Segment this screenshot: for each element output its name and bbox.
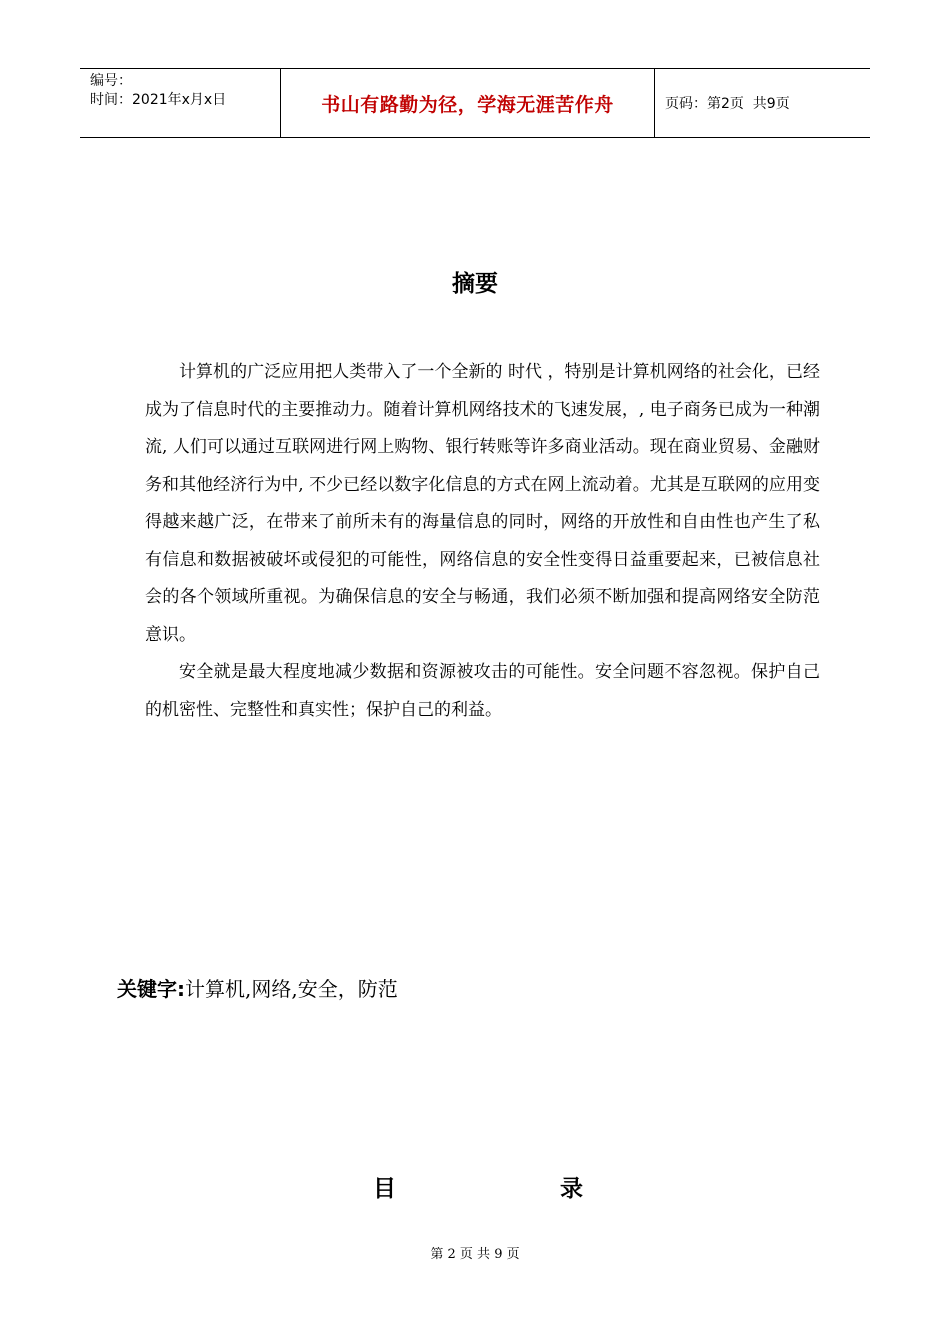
document-number-label: 编号：	[90, 73, 132, 89]
toc-title	[373, 1170, 583, 1208]
abstract-paragraph: 安全就是最大程度地减少数据和资源被攻击的可能性。安全问题不容忽视。保护自己的机密性、完整性和真实性；保护自己的利益。	[145, 662, 820, 720]
header-motto: 书山有路勤为径，学海无涯苦作舟	[281, 69, 655, 137]
toc-title-char: 目	[373, 1176, 396, 1202]
page-footer: 第 2 页 共 9 页	[430, 1247, 520, 1262]
keywords-label: 关键字:	[117, 977, 185, 1001]
keywords-line	[117, 970, 398, 1008]
abstract-title: 摘要	[452, 271, 498, 297]
keywords-value: 计算机,网络,安全，防范	[185, 977, 398, 1001]
document-time-label: 时间：2021年x月x日	[90, 92, 227, 108]
abstract-paragraph: 计算机的广泛应用把人类带入了一个全新的 时代 ，特别是计算机网络的社会化，已经成为了信息时代的主要推动力。随着计算机网络技术的飞速发展，, 电子商务已成为一种潮流, 人们可以通过互联网进行网上购物、银行转账等许多商业活动。现在商业贸易、金融财务和其他经济行为中, 不少已经以数字化信息的方式在网上流动着。尤其是互联网的应用变得越来越广泛，在带来了前所未有的海量信息的同时，网络的开放性和自由性也产生了私有信息和数据被破坏或侵犯的可能性，网络信息的安全性变得日益重要起来，已被信息社会的各个领域所重视。为确保信息的安全与畅通，我们必须不断加强和提高网络安全防范意识。	[145, 362, 820, 645]
page-header	[80, 68, 870, 138]
header-meta-cell	[80, 69, 281, 137]
abstract-body	[145, 354, 820, 729]
header-page-info: 页码：第2页 共9页	[665, 96, 790, 112]
toc-title-char: 录	[560, 1176, 583, 1202]
